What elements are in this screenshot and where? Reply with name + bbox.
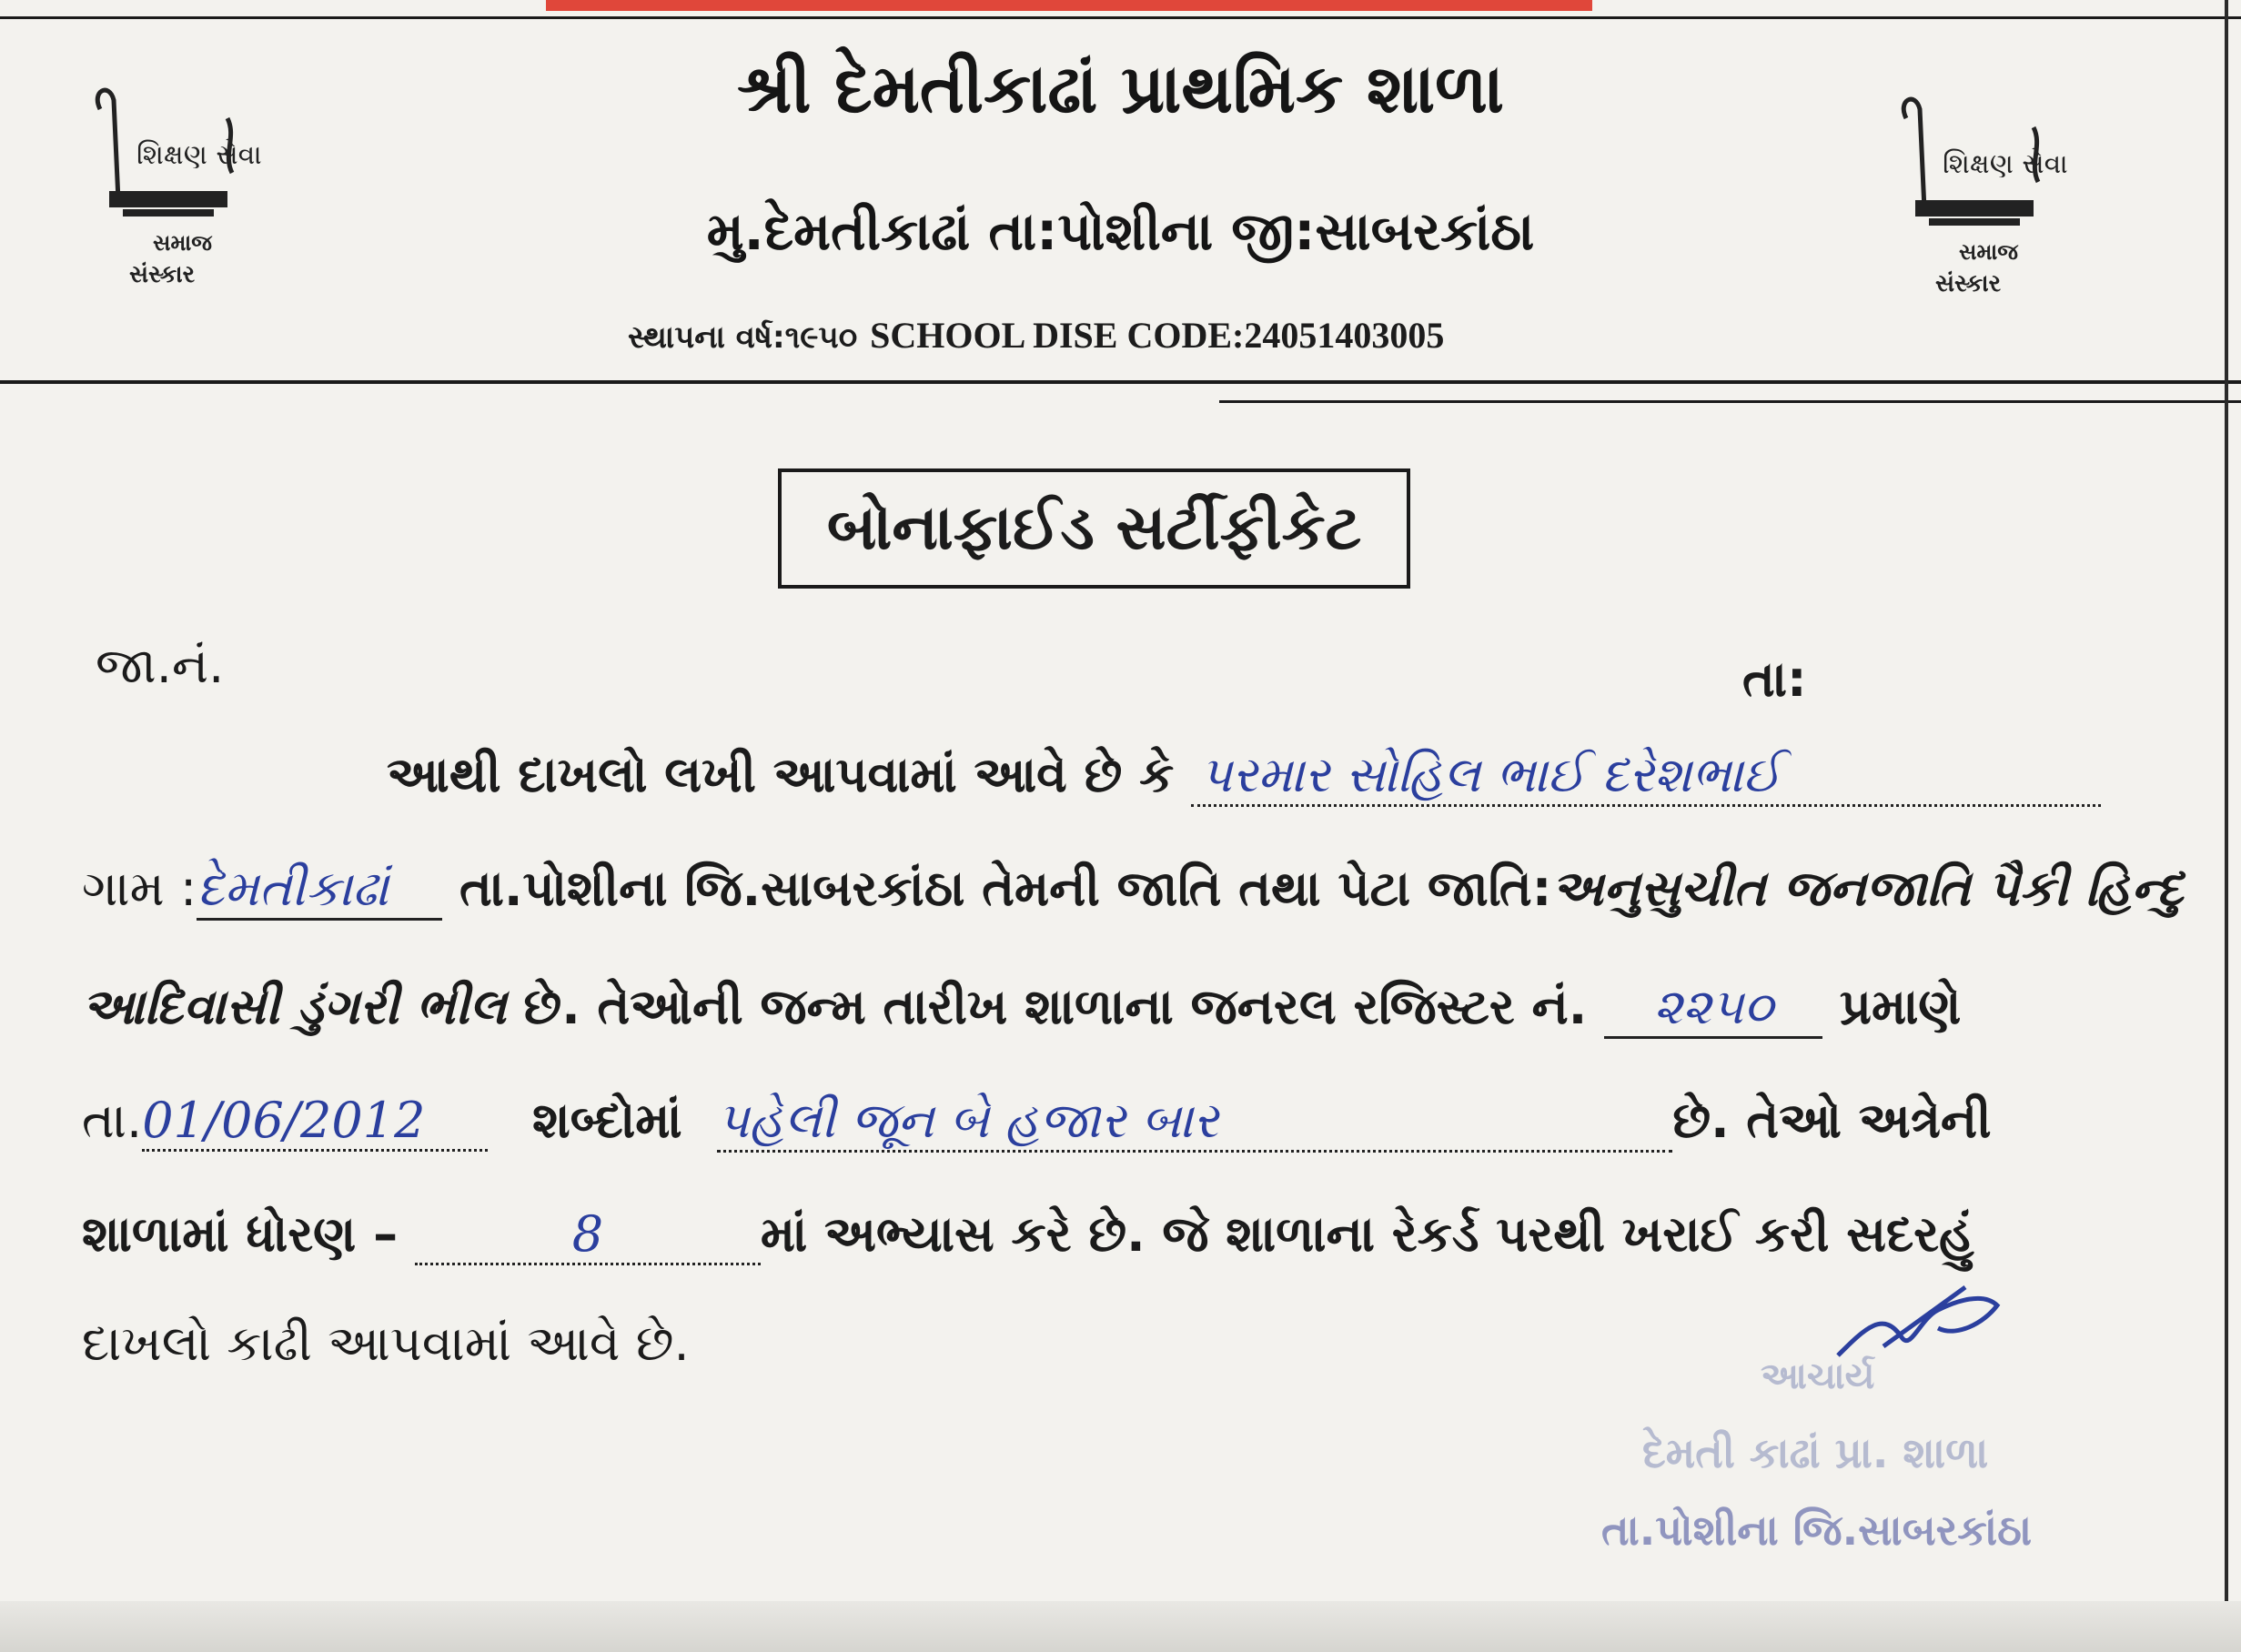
- logo-text-top: શિક્ષણ સેવા: [1943, 148, 2068, 180]
- line3-mid: છે. તેઓની જન્મ તારીખ શાળાના જનરલ રજિસ્ટર નં.: [523, 978, 1588, 1035]
- dob-digits: 01/06/2012: [142, 1092, 488, 1152]
- line1-prefix: આથી દાખલો લખી આપવામાં આવે છે કે: [387, 746, 1175, 803]
- page-bottom-shadow: [0, 1601, 2241, 1652]
- line5-suffix: માં અભ્યાસ કરે છે. જે શાળાના રેકર્ડ પરથી ખરાઈ કરી સદરહું: [760, 1205, 1974, 1263]
- logo-text-line1: સમાજ: [153, 230, 212, 256]
- school-codes-line: [628, 314, 1444, 357]
- body-line-2: [82, 860, 2184, 921]
- page-right-edge: [2225, 0, 2228, 1628]
- certificate-title: બોનાફાઈડ સર્ટીફીકેટ: [826, 492, 1362, 564]
- line4-suffix: છે. તેઓ અત્રેની: [1672, 1092, 1992, 1149]
- header-divider-shadow: [1219, 400, 2241, 403]
- school-name: શ્રી દેમતીકાઢાં પ્રાથમિક શાળા: [736, 50, 1505, 128]
- date-prefix: તા.: [82, 1092, 143, 1149]
- caste-part1: અનુસુચીત જનજાતિ પૈકી હિન્દુ: [1551, 860, 2184, 917]
- register-number: ૨૨૫૦: [1604, 978, 1822, 1039]
- line5-prefix: શાળામાં ધોરણ –: [82, 1205, 399, 1263]
- date-label: તા:: [1742, 650, 1807, 708]
- stamp-designation: આચાર્ય: [1761, 1355, 1875, 1397]
- logo-text-line2: સંસ્કાર: [129, 261, 196, 288]
- logo-text-top: શિક્ષણ સેવા: [136, 139, 262, 171]
- caste-part2: આદિવાસી ડુંગરી ભીલ: [82, 978, 507, 1035]
- stamp-school-name: દેમતી કાઢાં પ્રા. શાળા: [1642, 1428, 1989, 1477]
- certificate-title-box: [778, 468, 1410, 589]
- body-line-3: [82, 978, 1961, 1039]
- line3-suffix: પ્રમાણે: [1839, 978, 1962, 1035]
- body-line-1: [387, 746, 2101, 807]
- established-year: સ્થાપના વર્ષ:૧૯૫૦: [628, 319, 858, 356]
- outward-no-label: જા.નં.: [96, 637, 225, 694]
- words-label: શબ્દોમાં: [532, 1092, 682, 1149]
- school-address: મુ.દેમતીકાઢાં તા:પોશીના જી:સાબરકાંઠા: [706, 200, 1535, 262]
- body-line-6: દાખલો કાઢી આપવામાં આવે છે.: [82, 1315, 690, 1372]
- top-color-strip: [546, 0, 1592, 11]
- student-name: પરમાર સોહિલ ભાઈ દરેશભાઈ: [1191, 746, 2101, 807]
- top-border-line: [0, 16, 2241, 19]
- logo-text-line2: સંસ્કાર: [1935, 270, 2002, 297]
- village-name: દેમતીકાઢાં: [197, 860, 442, 921]
- dob-in-words: પહેલી જૂન બે હજાર બાર: [717, 1092, 1672, 1153]
- dise-code: SCHOOL DISE CODE:24051403005: [870, 315, 1445, 356]
- body-line-4: [82, 1092, 1992, 1153]
- standard-number: 8: [415, 1205, 761, 1265]
- body-line-5: [82, 1205, 1973, 1265]
- village-label: ગામ :: [82, 860, 197, 917]
- logo-text-line1: સમાજ: [1959, 239, 2018, 265]
- header-divider: [0, 380, 2241, 384]
- stamp-address: તા.પોશીના જિ.સાબરકાંઠા: [1601, 1506, 2033, 1555]
- line2-mid: તા.પોશીના જિ.સાબરકાંઠા તેમની જાતિ તથા પેટા જાતિ:: [459, 860, 1552, 917]
